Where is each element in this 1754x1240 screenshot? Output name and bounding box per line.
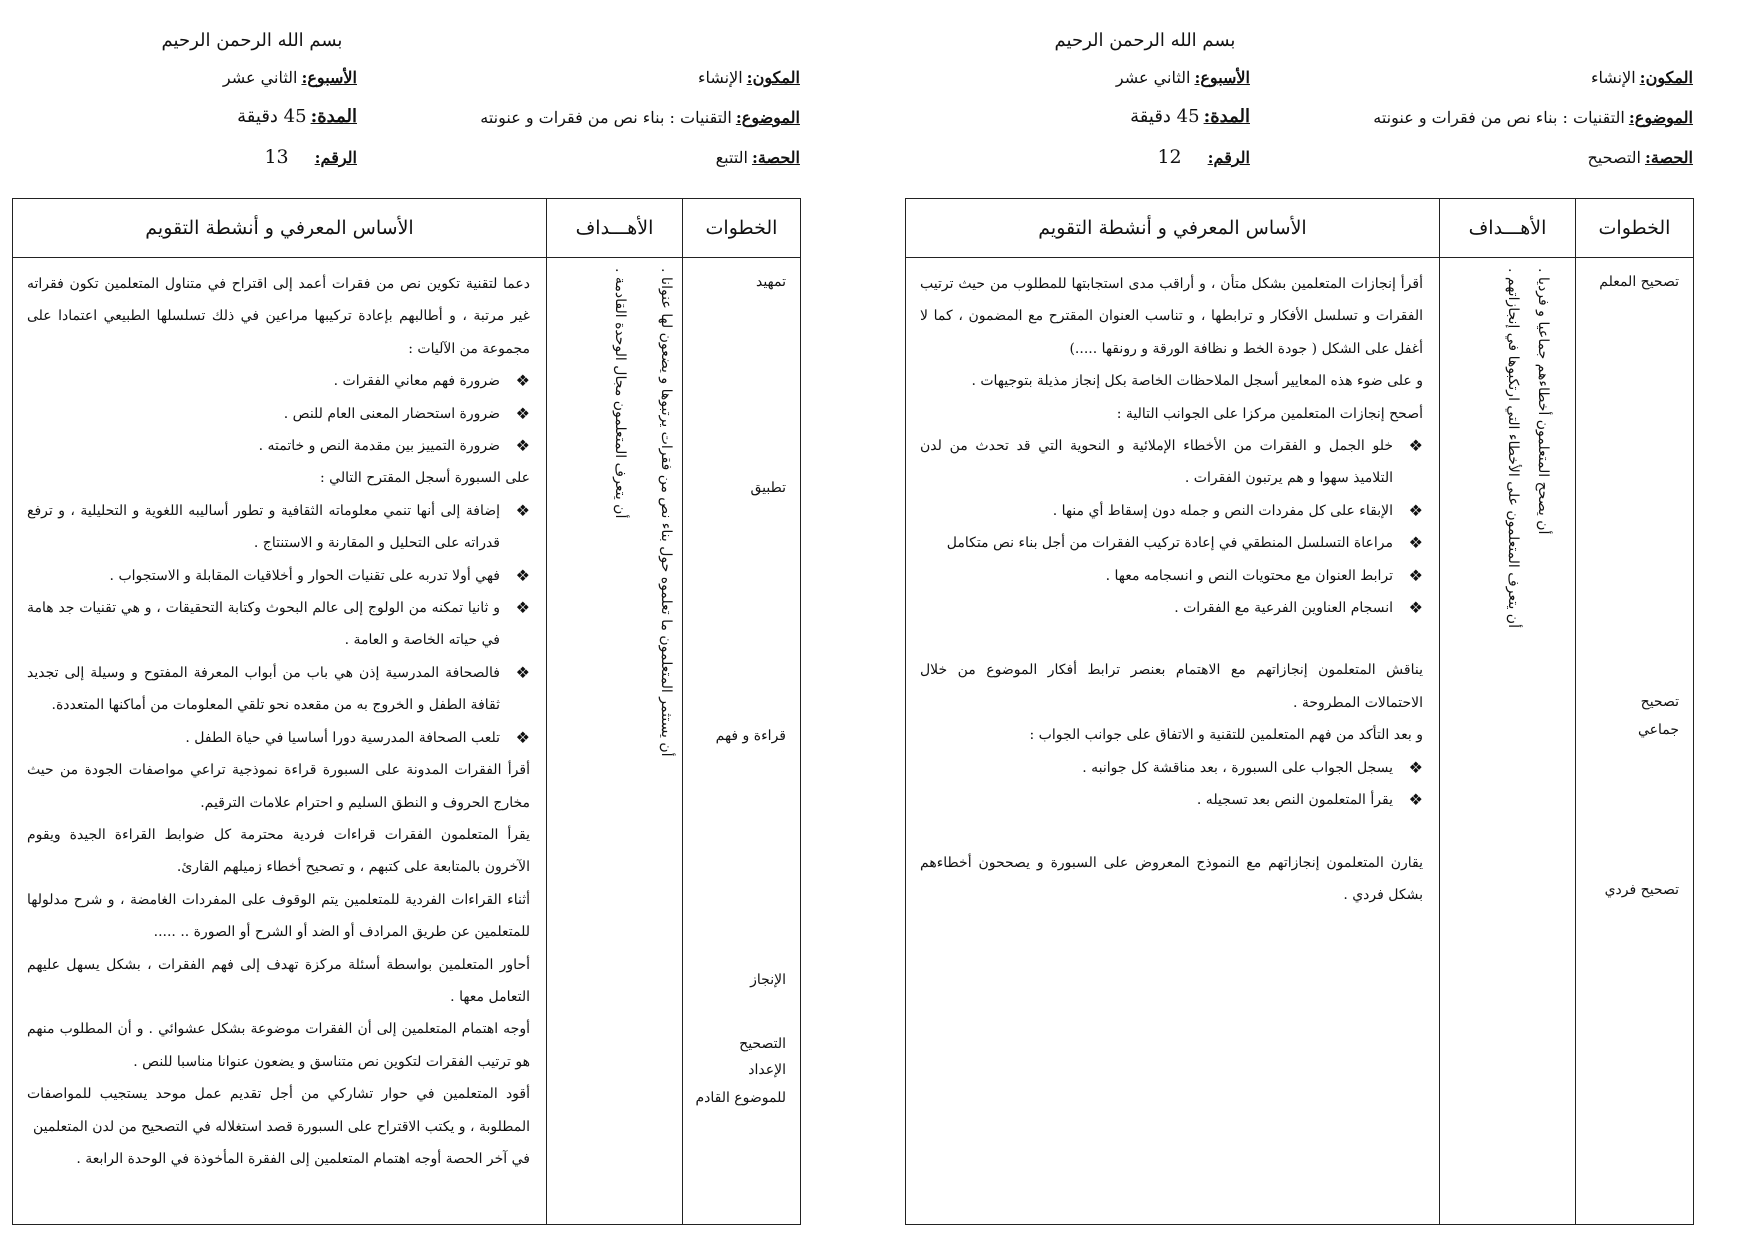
content-paragraph: أثناء القراءات الفردية للمتعلمين يتم الوقوف على المفردات الغامضة ، و شرح مدلولها للمتعلمين عن طريق المرادف أو الضد أو الشرح أو الصورة .. .....	[27, 891, 530, 941]
list-item: ❖ يسجل الجواب على السبورة ، بعد مناقشة كل جوانبه .	[920, 752, 1423, 784]
list-item: ❖ إضافة إلى أنها تنمي معلوماته الثقافية و تطور أساليبه اللغوية و التحليلية ، و ترفع قدراته على التحليل و المقارنة و الاستنتاج .	[27, 495, 530, 560]
bullet-icon: ❖	[1408, 757, 1423, 777]
bullet-icon: ❖	[1408, 500, 1423, 520]
content-list	[27, 365, 530, 462]
bullet-icon: ❖	[1408, 598, 1423, 618]
goal-1: أن يستثمر المتعلمون ما تعلموه حول بناء نص من فقرات يرتبوها و يضعون لها عنوانا .	[658, 268, 674, 757]
step-intro: تمهيد	[755, 274, 786, 290]
content-paragraph: يقارن المتعلمون إنجازاتهم مع النموذج المعروض على السبورة و يصححون أخطاءهم بشكل فردي .	[920, 854, 1423, 903]
lesson-table	[905, 198, 1694, 1225]
subject-field: الموضوع:التقنيات : بناء نص من فقرات و عنونته	[480, 108, 800, 127]
list-item: ❖ ضرورة استحضار المعنى العام للنص .	[27, 398, 530, 430]
content-list	[920, 752, 1423, 817]
session-field: الحصة:التصحيح	[1587, 148, 1693, 167]
steps-column	[1576, 258, 1694, 1225]
step-group-correction: تصحيح	[1640, 694, 1679, 710]
list-item: ❖ فالصحافة المدرسية إذن هي باب من أبواب المعرفة المفتوح و وسيلة إلى تجديد ثقافة الطفل و الخروج به من مقعده نحو تلقي المعلومات من أماكنها المتعددة.	[27, 657, 530, 722]
bullet-icon: ❖	[1408, 790, 1423, 810]
goals-column	[547, 258, 683, 1225]
spacer	[920, 624, 1423, 654]
basmala: بسم الله الرحمن الرحيم	[161, 30, 343, 51]
table-body-row	[906, 258, 1694, 1225]
goals-column	[1440, 258, 1576, 1225]
step-achievement: الإنجاز	[750, 972, 786, 988]
content-list	[920, 430, 1423, 624]
content-column	[906, 258, 1440, 1225]
steps-column	[683, 258, 801, 1225]
duration-field: المدة:45 دقيقة	[1130, 106, 1250, 127]
component-field: المكون:الإنشاء	[697, 68, 800, 87]
bullet-icon: ❖	[515, 565, 530, 585]
step-prep: الإعداد	[748, 1062, 786, 1078]
content-paragraph: في آخر الحصة أوجه اهتمام المتعلمين إلى الفقرة المأخوذة في الوحدة الرابعة .	[76, 1150, 530, 1167]
bullet-icon: ❖	[515, 436, 530, 456]
subject-field: الموضوع:التقنيات : بناء نص من فقرات و عنونته	[1373, 108, 1693, 127]
bullet-icon: ❖	[515, 662, 530, 682]
week-field: الأسبوع:الثاني عشر	[1115, 68, 1250, 87]
table-header-row	[13, 199, 801, 258]
bullet-icon: ❖	[1408, 533, 1423, 553]
header-steps: الخطوات	[683, 199, 801, 258]
list-item: ❖ و ثانيا تمكنه من الولوج إلى عالم البحوث وكتابة التحقيقات ، و هي تقنيات جد هامة في حياته الخاصة و العامة .	[27, 592, 530, 657]
goal-2: أن يتعرف المتعلمون مجال الوحدة القادمة .	[612, 268, 628, 519]
number-field: الرقم:12	[1157, 146, 1250, 168]
content-paragraph: أقرأ إنجازات المتعلمين بشكل متأن ، و أراقب مدى استجابتها للمطلوب من حيث ترتيب الفقرات و تسلسل الأفكار و ترابطها ، و تناسب العنوان المقترح مع المضمون ، كما لا أغفل على الشكل ( جودة الخط و نظافة الورقة و رونقها .....)	[920, 276, 1423, 357]
bullet-icon: ❖	[1408, 436, 1423, 456]
week-field: الأسبوع:الثاني عشر	[222, 68, 357, 87]
lesson-sheet-12	[905, 0, 1705, 1240]
header-content: الأساس المعرفي و أنشطة التقويم	[906, 199, 1440, 258]
content-paragraph: أقود المتعلمين في حوار تشاركي من أجل تقديم عمل موحد يستجيب للمواصفات المطلوبة ، و يكتب الاقتراح على السبورة قصد استغلاله في التصحيح من لدن المتعلمين	[27, 1086, 530, 1135]
list-item: ❖ مراعاة التسلسل المنطقي في إعادة تركيب الفقرات من أجل بناء نص متكامل	[920, 527, 1423, 559]
list-item: ❖ ضرورة التمييز بين مقدمة النص و خاتمته .	[27, 430, 530, 462]
bullet-icon: ❖	[515, 598, 530, 618]
bullet-icon: ❖	[1408, 565, 1423, 585]
goal-2: أن يصحح المتعلمون أخطاءهم جماعيا و فرديا .	[1535, 268, 1551, 535]
step-individual-correction: تصحيح فردي	[1604, 882, 1679, 898]
content-paragraph: يناقش المتعلمون إنجازاتهم مع الاهتمام بعنصر ترابط أفكار الموضوع من خلال الاحتمالات المطروحة .	[920, 662, 1423, 711]
header-steps: الخطوات	[1576, 199, 1694, 258]
header-goals: الأهـــداف	[1440, 199, 1576, 258]
session-field: الحصة:التتبع	[715, 148, 800, 167]
step-reading: قراءة و فهم	[715, 728, 786, 744]
content-paragraph: على السبورة أسجل المقترح التالي :	[320, 470, 530, 487]
list-item: ❖ ترابط العنوان مع محتويات النص و انسجامه معها .	[920, 560, 1423, 592]
list-item: ❖ تلعب الصحافة المدرسية دورا أساسيا في حياة الطفل .	[27, 722, 530, 754]
content-paragraph: دعما لتقنية تكوين نص من فقرات أعمد إلى اقتراح في متناول المتعلمين تكون فقراته غير مرتبة ، و أطالبهم بإعادة تركيبها مراعين في ذلك تسلسلها الطبيعي اعتمادا على مجموعة من الآليات :	[27, 276, 530, 357]
bullet-icon: ❖	[515, 500, 530, 520]
table-header-row	[906, 199, 1694, 258]
content-column	[13, 258, 547, 1225]
number-field: الرقم:13	[264, 146, 357, 168]
bullet-icon: ❖	[515, 403, 530, 423]
step-correction: التصحيح	[739, 1036, 786, 1052]
header-goals: الأهـــداف	[547, 199, 683, 258]
bullet-icon: ❖	[515, 371, 530, 391]
spacer	[920, 817, 1423, 847]
list-item: ❖ ضرورة فهم معاني الفقرات .	[27, 365, 530, 397]
content-paragraph: أوجه اهتمام المتعلمين إلى أن الفقرات موضوعة بشكل عشوائي . و أن المطلوب منهم هو ترتيب الفقرات لتكوين نص متناسق و يضعون عنوانا مناسبا للنص .	[27, 1021, 530, 1070]
header-content: الأساس المعرفي و أنشطة التقويم	[13, 199, 547, 258]
content-paragraph: يقرأ المتعلمون الفقرات قراءات فردية محترمة كل ضوابط القراءة الجيدة ويقوم الآخرون بالمتابعة على كتبهم ، و تصحيح أخطاء زميلهم القارئ.	[27, 826, 530, 876]
content-paragraph: و بعد التأكد من فهم المتعلمين للتقنية و الاتفاق على جوانب الجواب :	[1029, 727, 1423, 744]
step-apply: تطبيق	[750, 480, 786, 496]
list-item: ❖ الإبقاء على كل مفردات النص و جمله دون إسقاط أي منها .	[920, 495, 1423, 527]
lesson-table	[12, 198, 801, 1225]
step-teacher-correction: تصحيح المعلم	[1599, 274, 1679, 290]
list-item: ❖ خلو الجمل و الفقرات من الأخطاء الإملائية و النحوية التي قد تحدث من لدن التلاميذ سهوا و هم يرتبون الفقرات .	[920, 430, 1423, 495]
content-paragraph: أقرأ الفقرات المدونة على السبورة قراءة نموذجية تراعي مواصفات الجودة من حيث مخارج الحروف و النطق السليم و احترام علامات الترقيم.	[27, 762, 530, 811]
list-item: ❖ يقرأ المتعلمون النص بعد تسجيله .	[920, 784, 1423, 816]
table-body-row	[13, 258, 801, 1225]
step-group-correction-2: جماعي	[1637, 722, 1679, 738]
duration-field: المدة:45 دقيقة	[237, 106, 357, 127]
content-paragraph: أحاور المتعلمين بواسطة أسئلة مركزة تهدف إلى فهم الفقرات ، بشكل يسهل عليهم التعامل معها .	[27, 956, 530, 1005]
content-paragraph: و على ضوء هذه المعايير أسجل الملاحظات الخاصة بكل إنجاز مذيلة بتوجيهات .	[971, 373, 1423, 390]
lesson-sheet-13	[12, 0, 812, 1240]
content-paragraph: أصحح إنجازات المتعلمين مركزا على الجوانب التالية :	[1116, 405, 1423, 422]
bullet-icon: ❖	[515, 727, 530, 747]
component-field: المكون:الإنشاء	[1590, 68, 1693, 87]
list-item: ❖ انسجام العناوين الفرعية مع الفقرات .	[920, 592, 1423, 624]
goal-1: أن يتعرف المتعلمون على الأخطاء التي ارتكبوها في إنجازاتهم .	[1505, 268, 1521, 628]
content-list	[27, 495, 530, 754]
list-item: ❖ فهي أولا تدربه على تقنيات الحوار و أخلاقيات المقابلة و الاستجواب .	[27, 560, 530, 592]
step-prep-next: للموضوع القادم	[695, 1090, 786, 1106]
basmala: بسم الله الرحمن الرحيم	[1054, 30, 1236, 51]
